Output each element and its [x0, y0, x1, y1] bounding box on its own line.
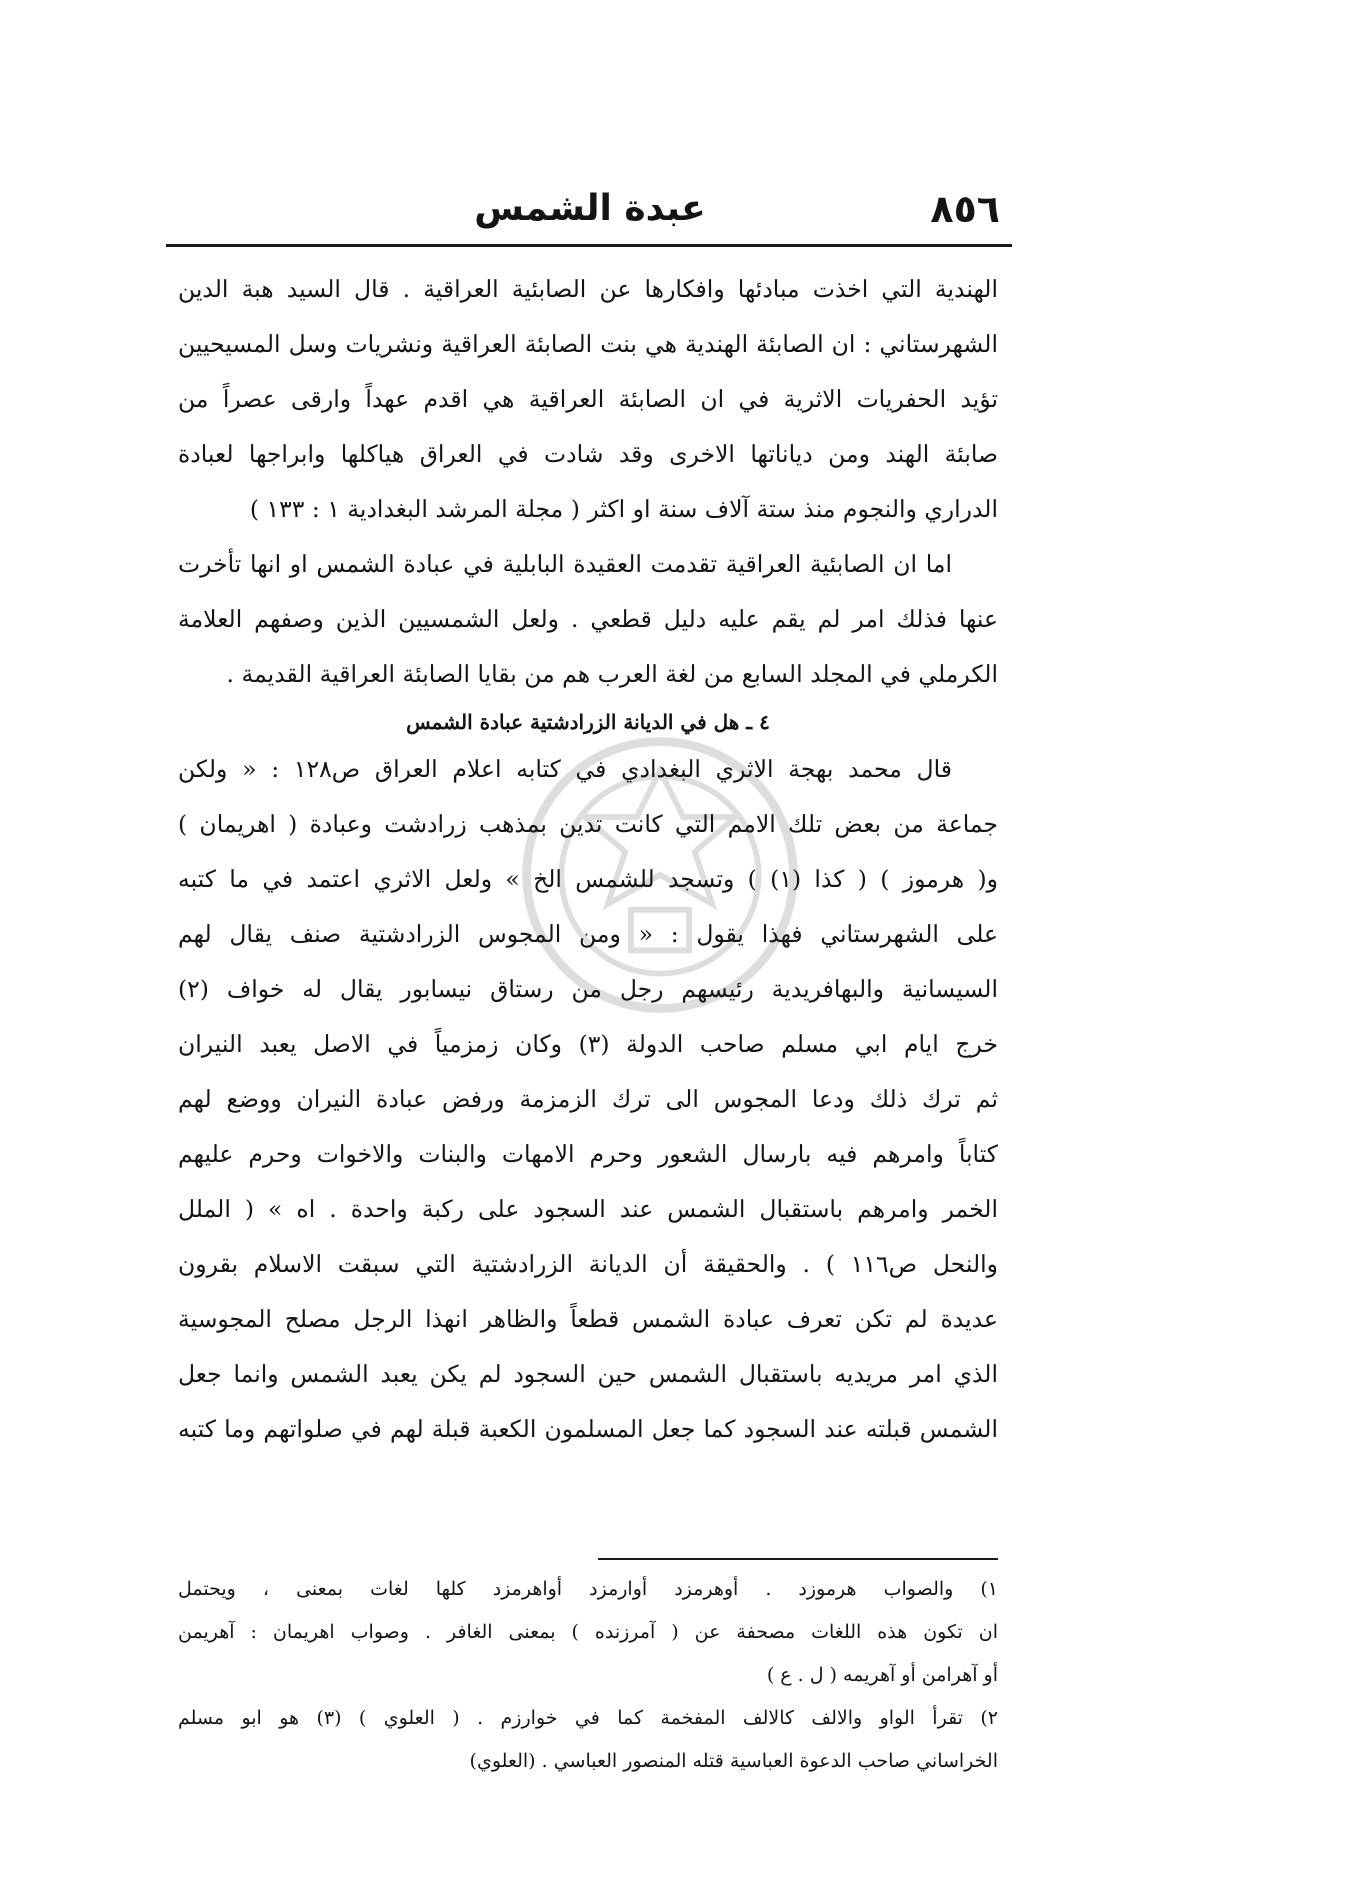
text-line: والنحل ص١١٦ ) . والحقيقة أن الديانة الزرادشتية التي سبقت الاسلام بقرون [178, 1250, 998, 1278]
footnote-line: ١) والصواب هرموزد . أوهرمزد أوارمزد أواهرمزد كلها لغات بمعنى ، ويحتمل [178, 1578, 998, 1600]
running-title: عبدة الشمس [474, 188, 706, 229]
text-line: الذي امر مريديه باستقبال الشمس حين السجود لم يكن يعبد الشمس وانما جعل [178, 1360, 998, 1388]
text-line: على الشهرستاني فهذا يقول : « ومن المجوس الزرادشتية صنف يقال لهم [178, 920, 998, 948]
text-line: تؤيد الحفريات الاثرية في ان الصابئة العراقية هي اقدم عهداً وارقى عصراً من [178, 385, 998, 413]
main-text [178, 262, 998, 1457]
text-line: عديدة لم تكن تعرف عبادة الشمس قطعاً والظاهر انهذا الرجل مصلح المجوسية [178, 1305, 998, 1333]
text-line: الهندية التي اخذت مبادئها وافكارها عن الصابئية العراقية . قال السيد هبة الدين [178, 275, 998, 303]
text-line: الشمس قبلته عند السجود كما جعل المسلمون الكعبة قبلة لهم في صلواتهم وما كتبه [178, 1415, 998, 1443]
page-header [180, 186, 1000, 232]
text-line: و( هرموز ) ( كذا (١) ) وتسجد للشمس الخ » ولعل الاثري اعتمد في ما كتبه [178, 865, 998, 893]
footnotes [178, 1568, 998, 1783]
text-line: جماعة من بعض تلك الامم التي كانت تدين بمذهب زرادشت وعبادة ( اهريمان ) [178, 810, 998, 838]
footnote-rule [598, 1558, 998, 1560]
footnote-line: ٢) تقرأ الواو والالف كالالف المفخمة كما في خوارزم . ( العلوي ) (٣) هو ابو مسلم [178, 1707, 998, 1729]
section-heading: ٤ ـ هل في الديانة الزرادشتية عبادة الشمس [406, 710, 770, 734]
footnote-line: أو آهرامن أو آهريمه ( ل . ع ) [766, 1664, 998, 1686]
text-line: الدراري والنجوم منذ ستة آلاف سنة او اكثر ( مجلة المرشد البغدادية ١ : ١٣٣ ) [249, 495, 998, 523]
text-line: عنها فذلك امر لم يقم عليه دليل قطعي . ولعل الشمسيين الذين وصفهم العلامة [178, 605, 998, 633]
text-line: السيسانية والبهافريدية رئيسهم رجل من رستاق نيسابور يقال له خواف (٢) [178, 975, 998, 1003]
page-number: ٨٥٦ [930, 187, 1000, 231]
text-line: الخمر وامرهم باستقبال الشمس عند السجود على ركبة واحدة . اه » ( الملل [178, 1195, 998, 1223]
text-line: اما ان الصابئية العراقية تقدمت العقيدة البابلية في عبادة الشمس او انها تأخرت [178, 550, 952, 578]
header-rule [166, 244, 1012, 247]
text-line: الشهرستاني : ان الصابئة الهندية هي بنت الصابئة العراقية ونشريات وسل المسيحيين [178, 330, 998, 358]
text-line: الكرملي في المجلد السابع من لغة العرب هم من بقايا الصابئة العراقية القديمة . [226, 660, 998, 688]
footnote-line: ان تكون هذه اللغات مصحفة عن ( آمرزنده ) بمعنى الغافر . وصواب اهريمان : آهريمن [178, 1621, 998, 1643]
text-line: صابئة الهند ومن دياناتها الاخرى وقد شادت في العراق هياكلها وابراجها لعبادة [178, 440, 998, 468]
text-line: قال محمد بهجة الاثري البغدادي في كتابه اعلام العراق ص١٢٨ : « ولكن [178, 755, 952, 783]
footnote-line: الخراساني صاحب الدعوة العباسية قتله المنصور العباسي . (العلوي) [469, 1750, 998, 1772]
text-line: خرج ايام ابي مسلم صاحب الدولة (٣) وكان زمزمياً في الاصل يعبد النيران [178, 1030, 998, 1058]
text-line: كتاباً وامرهم فيه بارسال الشعور وحرم الامهات والبنات والاخوات وحرم عليهم [178, 1140, 998, 1168]
text-line: ثم ترك ذلك ودعا المجوس الى ترك الزمزمة ورفض عبادة النيران ووضع لهم [178, 1085, 998, 1113]
